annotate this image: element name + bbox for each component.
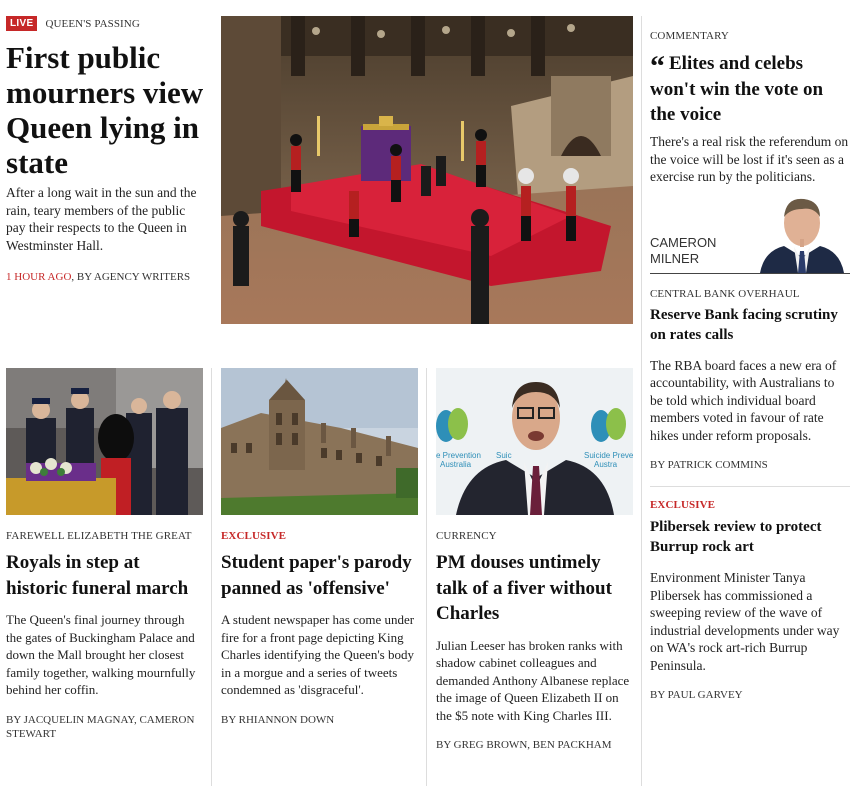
author-avatar (754, 191, 850, 273)
card-headline[interactable]: Student paper's parody panned as 'offensive' (221, 552, 412, 599)
card-byline: BY RHIANNON DOWN (221, 713, 335, 726)
card-divider (211, 368, 212, 786)
lead-story[interactable] (6, 16, 208, 284)
card-summary: The Queen's final journey through the gates of Buckingham Palace and down the Mall brought her closest family together, walking mournfully behind her coffin. (6, 612, 196, 697)
rba-summary: The RBA board faces a new era of accountability, with Australians to be told which individual board members voted in favour of rate hikes under reform proposals. (650, 357, 837, 443)
svg-text:Suic: Suic (496, 451, 512, 460)
rba-kicker[interactable]: CENTRAL BANK OVERHAUL (650, 287, 800, 300)
lead-byline (6, 270, 208, 284)
lead-headline[interactable]: First public mourners view Queen lying in state (6, 40, 204, 180)
column-divider (641, 16, 642, 786)
rba-headline[interactable]: Reserve Bank facing scrutiny on rates calls (650, 306, 838, 343)
story-card-student-paper[interactable] (221, 368, 418, 727)
lying-in-state-photo[interactable] (221, 16, 633, 324)
svg-text:Suicide Preve: Suicide Preve (584, 451, 633, 460)
commentary-kicker[interactable]: COMMENTARY (650, 30, 729, 42)
story-card-royals[interactable] (6, 368, 203, 741)
royals-photo[interactable] (6, 368, 203, 515)
card-byline: BY JACQUELIN MAGNAY, CAMERON STEWART (6, 713, 195, 740)
live-badge: LIVE (6, 16, 37, 31)
lead-topline (6, 16, 208, 31)
card-summary: Julian Leeser has broken ranks with shadow cabinet colleagues and demanded Anthony Albanese replace the image of Queen Elizabeth II on the $5 note with King Charles III. (436, 637, 630, 723)
commentary-headline-text[interactable]: Elites and celebs won't win the vote on the voice (650, 53, 824, 125)
commentary-story[interactable] (650, 30, 850, 274)
plibersek-kicker[interactable]: EXCLUSIVE (650, 499, 716, 511)
plibersek-byline: BY PAUL GARVEY (650, 689, 743, 701)
plibersek-summary: Environment Minister Tanya Plibersek has commissioned a sweeping review of the wave of industrial developments under way on WA's rock art-rich Burrup Peninsula. (650, 570, 840, 673)
card-headline[interactable]: Royals in step at historic funeral march (6, 552, 189, 599)
plibersek-story[interactable] (650, 499, 850, 702)
lead-kicker[interactable]: QUEEN'S PASSING (45, 17, 140, 30)
plibersek-headline[interactable]: Plibersek review to protect Burrup rock art (650, 519, 822, 555)
card-divider (426, 368, 427, 786)
svg-text:Australia: Australia (440, 460, 472, 469)
quote-mark-icon: “ (650, 50, 665, 83)
card-headline[interactable]: PM douses untimely talk of a fiver without Charles (436, 552, 612, 624)
story-card-fiver[interactable] (436, 368, 633, 752)
section-divider (650, 486, 850, 487)
card-kicker[interactable]: EXCLUSIVE (221, 530, 287, 542)
author-last-name: MILNER (650, 250, 700, 266)
card-kicker[interactable]: CURRENCY (436, 530, 497, 542)
author-block[interactable] (650, 190, 850, 274)
author-first-name: CAMERON (650, 234, 717, 250)
commentary-summary: There's a real risk the referendum on the voice will be lost if it's seen as a exercise run by the politicians. (650, 134, 849, 184)
card-byline: BY GREG BROWN, BEN PACKHAM (436, 739, 612, 751)
politician-photo[interactable] (436, 368, 633, 515)
commentary-headline[interactable] (650, 51, 850, 127)
author-name[interactable] (650, 235, 716, 273)
right-rail (650, 30, 850, 702)
lead-summary: After a long wait in the sun and the rain, teary members of the public pay their respects to the Queen in Westminster Hall. (6, 185, 197, 253)
lead-timestamp: 1 HOUR AGO (6, 271, 72, 283)
rba-byline: BY PATRICK COMMINS (650, 459, 768, 471)
svg-text:Austra: Austra (594, 460, 618, 469)
svg-text:e Prevention: e Prevention (436, 451, 481, 460)
university-building-photo[interactable] (221, 368, 418, 515)
rba-story[interactable] (650, 288, 850, 473)
westminster-hall-image (221, 16, 633, 324)
card-summary: A student newspaper has come under fire for a front page depicting King Charles identifying the Queen's body in a morgue and a series of tweets condemned as 'disgraceful'. (221, 612, 415, 697)
card-kicker[interactable]: FAREWELL ELIZABETH THE GREAT (6, 530, 192, 542)
lead-author: , BY AGENCY WRITERS (71, 271, 191, 283)
